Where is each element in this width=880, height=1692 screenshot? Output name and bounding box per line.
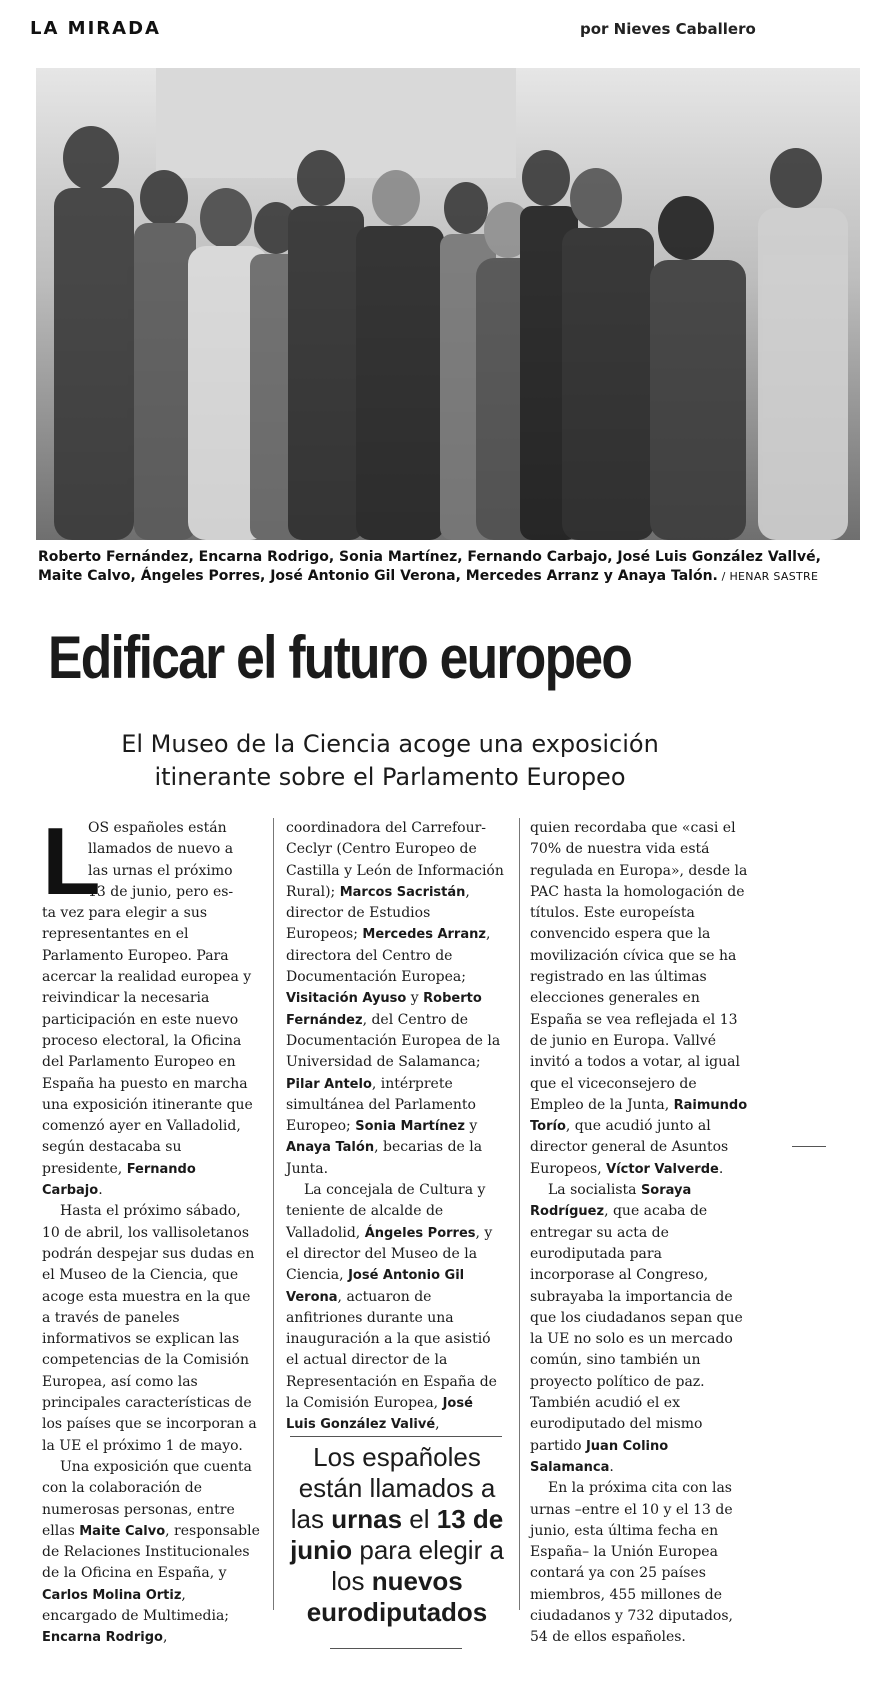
paragraph: Hasta el próximo sábado, 10 de abril, los vallisoletanos podrán despejar sus dudas en el Museo de la Ciencia, que acoge esta muestra en la que a través de paneles informativos se explican las competencias de la Comisión Europea, así como las principales características de los países que se incorporan a la UE el próximo 1 de mayo. (42, 1203, 257, 1454)
text: Una exposición que cuenta con la colaboración de numerosas personas, entre ellas (42, 1458, 252, 1539)
text: , que acaba de entregar su acta de eurodiputada para incorporase al Congreso, subrayaba la importancia de que los ciudadanos sepan que la UE no solo es un mercado común, sino también un proyecto político de paz. También acudió el ex eurodiputado del mismo partido (530, 1203, 743, 1454)
text: , becarias de la Junta. (286, 1139, 483, 1177)
paragraph: En la próxima cita con las urnas –entre el 10 y el 13 de junio, esta última fecha en España– la Unión Europea contará ya con 25 países miembros, 455 millones de ciudadanos y 732 diputados, 54 de ellos españoles. (530, 1480, 733, 1646)
person-name: Víctor Valverde (606, 1161, 719, 1177)
text: y (464, 1118, 478, 1135)
person-name: Visitación Ayuso (286, 991, 407, 1007)
subhead-line-2: itinerante sobre el Parlamento Europeo (154, 763, 626, 791)
person-name: José Luis González Valivé (286, 1396, 473, 1433)
person-name: Carlos Molina Ortiz (42, 1587, 182, 1603)
group-photo (36, 68, 860, 540)
author-byline: por Nieves Caballero (580, 20, 756, 38)
paragraph (530, 818, 748, 1180)
group-photo-illustration (36, 68, 860, 540)
person-name: Soraya Rodríguez (530, 1183, 692, 1220)
text: , directora del Centro de Documentación Europea; (286, 926, 491, 986)
article-column-1 (42, 808, 260, 1649)
emphasis: urnas (331, 1504, 403, 1534)
pullquote-rule-top (290, 1436, 502, 1437)
paragraph (286, 1180, 504, 1436)
person-name: José Antonio Gil Verona (286, 1268, 465, 1305)
paragraph (530, 1180, 748, 1478)
person-name: Raimundo Torío (530, 1097, 748, 1135)
person-name: Juan Colino Salamanca (530, 1438, 669, 1475)
article-column-3 (530, 818, 748, 1649)
person-name: Roberto Fernández (286, 991, 482, 1028)
column-divider (519, 818, 520, 1610)
paragraph (42, 903, 260, 1201)
person-name: Sonia Martínez (355, 1119, 465, 1135)
paragraph (42, 1457, 260, 1649)
text: , director de Estudios Europeos; (286, 883, 470, 943)
person-name: Anaya Talón (286, 1140, 375, 1156)
pullquote-rule-bottom (330, 1648, 462, 1649)
text: , (162, 1629, 168, 1646)
text: . (718, 1160, 724, 1177)
drop-cap: L (42, 808, 101, 915)
text: el (402, 1504, 437, 1534)
person-name: Fernando Carbajo (42, 1161, 196, 1199)
text: quien recordaba que «casi el 70% de nuestra vida está regulada en Europa», desde la PAC hasta la homologación de títulos. Este europeísta convencido espera que la movilización cívica que se ha registrado en las últimas elecciones generales en España se vea reflejada el 13 de junio en Europa. Vallvé invitó a todos a votar, al igual que el viceconsejero de Empleo de la Junta, (530, 820, 748, 1113)
photo-caption (38, 548, 858, 586)
text: , intérprete simultánea del Parlamento Europeo; (286, 1075, 476, 1135)
column-divider (273, 818, 274, 1610)
text: , responsable de Relaciones Institucionales de la Oficina en España, y (42, 1522, 260, 1582)
person-name: Ángeles Porres (364, 1225, 476, 1241)
intro-line: llamados de nuevo a (88, 841, 234, 858)
text: para elegir a los (331, 1535, 504, 1596)
text: , y el director del Museo de la Ciencia, (286, 1224, 493, 1284)
text: . (609, 1458, 614, 1475)
pull-quote (286, 1442, 508, 1628)
person-name: Mercedes Arranz (362, 927, 486, 943)
article-headline: Edificar el futuro europeo (48, 624, 632, 691)
article-column-2 (286, 818, 504, 1436)
intro-line: OS españoles están (88, 820, 227, 836)
section-title: LA MIRADA (30, 18, 161, 39)
emphasis: 13 de junio (290, 1504, 504, 1565)
paragraph (286, 818, 504, 1180)
page-header (30, 18, 756, 46)
text: , del Centro de Documentación Europea de la Universidad de Salamanca; (286, 1011, 501, 1071)
text: , que acudió junto al director general de Asuntos Europeos, (530, 1118, 729, 1177)
subhead-line-1: El Museo de la Ciencia acoge una exposición (121, 730, 659, 758)
text: La socialista (548, 1182, 641, 1199)
text: , (435, 1416, 440, 1433)
text: . (98, 1182, 103, 1199)
text: coordinadora del Carrefour-Ceclyr (Centro Europeo de Castilla y León de Información Rural); (286, 820, 504, 900)
photo-credit: / HENAR SASTRE (717, 570, 819, 583)
person-name: Marcos Sacristán (339, 884, 466, 900)
margin-mark (792, 1146, 826, 1147)
intro-line: 13 de junio, pero es- (88, 883, 234, 900)
article-subhead (80, 728, 700, 794)
text: y (406, 990, 424, 1007)
person-name: Maite Calvo (79, 1523, 166, 1539)
emphasis: nuevos eurodiputados (306, 1566, 488, 1627)
intro-line: las urnas el próximo (88, 862, 233, 879)
person-name: Pilar Antelo (286, 1076, 372, 1092)
caption-names: Roberto Fernández, Encarna Rodrigo, Sonia Martínez, Fernando Carbajo, José Luis González Vallvé, Maite Calvo, Ángeles Porres, José Antonio Gil Verona, Mercedes Arranz y Anaya Talón. (38, 549, 821, 584)
text: , actuaron de anfitriones durante una inauguración a la que asistió el actual director de la Representación en España de la Comisión Europea, (286, 1288, 497, 1412)
text: ta vez para elegir a sus representantes en el Parlamento Europeo. Para acercar la realidad europea y reivindicar la necesaria participación en este nuevo proceso electoral, la Oficina del Parlamento Europeo en España ha puesto en marcha una exposición itinerante que comenzó ayer en Valladolid, según destacaba su presidente, (42, 905, 253, 1177)
text: La concejala de Cultura y teniente de alcalde de Valladolid, (286, 1182, 486, 1241)
person-name: Encarna Rodrigo (42, 1630, 163, 1646)
text: , encargado de Multimedia; (42, 1586, 230, 1624)
text: Los españoles están llamados a las (290, 1442, 496, 1534)
